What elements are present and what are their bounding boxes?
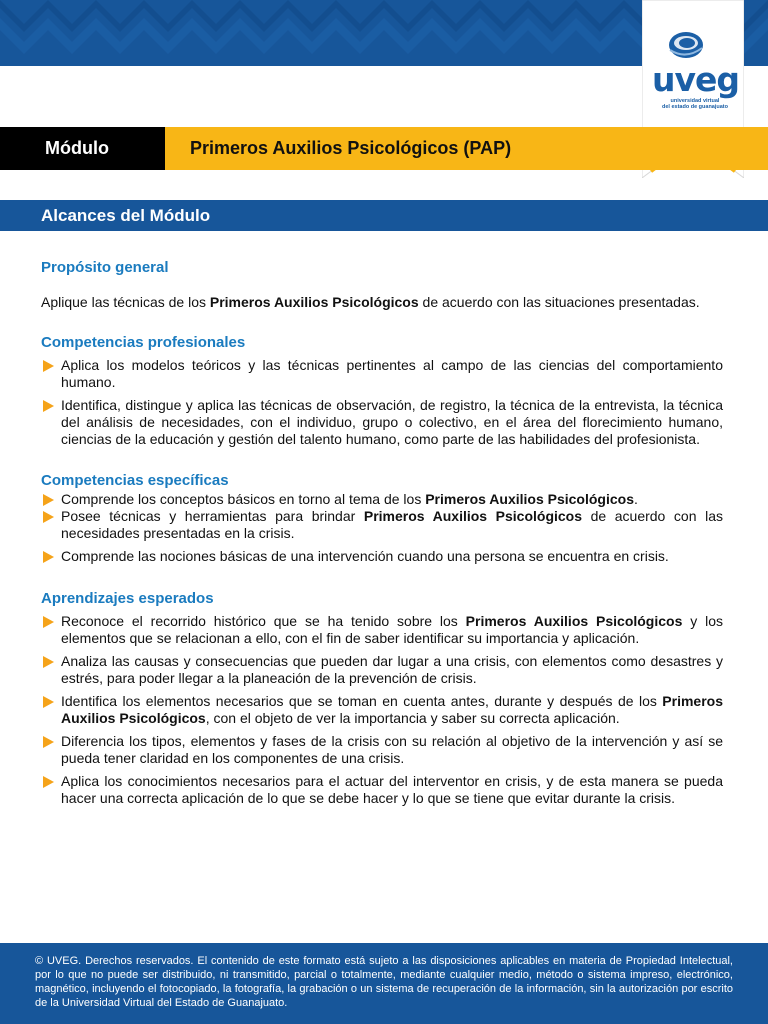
list-item: Diferencia los tipos, elementos y fases de la crisis con su relación al objetivo de la intervención y así se pueda tener claridad en los componentes de una crisis. [41, 733, 723, 767]
uveg-logo: uveg [652, 60, 740, 99]
competencias-profesionales-list [41, 357, 723, 448]
competencias-profesionales-heading: Competencias profesionales [41, 334, 246, 351]
list-item: Aplica los modelos teóricos y las técnicas pertinentes al campo de las ciencias del comportamiento humano. [41, 357, 723, 391]
list-item: Comprende los conceptos básicos en torno al tema de los Primeros Auxilios Psicológicos. [41, 491, 723, 508]
list-item: Analiza las causas y consecuencias que pueden dar lugar a una crisis, con elementos como desastres y estrés, para poder llegar a la planeación de la prevención de crisis. [41, 653, 723, 687]
proposito-heading: Propósito general [41, 259, 169, 276]
competencias-especificas-list [41, 491, 723, 565]
bullet-arrow-icon [43, 511, 54, 523]
list-item: Identifica los elementos necesarios que se toman en cuenta antes, durante y después de los Primeros Auxilios Psicológicos, con el objeto de ver la importancia y saber su correcta aplicación. [41, 693, 723, 727]
list-item: Comprende las nociones básicas de una intervención cuando una persona se encuentra en crisis. [41, 548, 723, 565]
bullet-arrow-icon [43, 616, 54, 628]
bullet-arrow-icon [43, 551, 54, 563]
competencias-especificas-heading: Competencias específicas [41, 472, 229, 489]
bullet-arrow-icon [43, 696, 54, 708]
bullet-arrow-icon [43, 400, 54, 412]
aprendizajes-heading: Aprendizajes esperados [41, 590, 214, 607]
bullet-arrow-icon [43, 736, 54, 748]
list-item: Posee técnicas y herramientas para brindar Primeros Auxilios Psicológicos de acuerdo con las necesidades presentadas en la crisis. [41, 508, 723, 542]
module-title: Primeros Auxilios Psicológicos (PAP) [190, 138, 512, 158]
bullet-arrow-icon [43, 656, 54, 668]
list-item: Identifica, distingue y aplica las técnicas de observación, de registro, la técnica de la entrevista, la técnica del análisis de necesidades, con el individuo, grupo o colectivo, en el área del florecimiento humano, ciencias de la educación y gestión del talento humano, como parte de las habilidades del profesionista. [41, 397, 723, 448]
content-body [41, 258, 723, 807]
bullet-arrow-icon [43, 494, 54, 506]
list-item: Reconoce el recorrido histórico que se ha tenido sobre los Primeros Auxilios Psicológicos y los elementos que se relacionan a ello, con el fin de saber identificar su importancia y aplicación. [41, 613, 723, 647]
logo-subtitle: universidad virtual del estado de guanajuato [661, 98, 728, 110]
bullet-arrow-icon [43, 776, 54, 788]
section-title: Alcances del Módulo [0, 200, 768, 231]
copyright-footer: © UVEG. Derechos reservados. El contenido de este formato está sujeto a las disposiciones aplicables en materia de Propiedad Intelectual, por lo que no puede ser distribuido, ni transmitido, parcial o totalmente, mediante cualquier medio, método o sistema impreso, electrónico, magnético, incluyendo el fotocopiado, la fotografía, la grabación o un sistema de recuperación de la información, sin la autorización por escrito de la Universidad Virtual del Estado de Guanajuato. [0, 943, 768, 1024]
proposito-text: Aplique las técnicas de los Primeros Auxilios Psicológicos de acuerdo con las situaciones presentadas. [41, 294, 700, 310]
aprendizajes-list [41, 613, 723, 807]
bullet-arrow-icon [43, 360, 54, 372]
uveg-globe-icon [666, 30, 706, 60]
module-label: Módulo [0, 127, 165, 170]
list-item: Aplica los conocimientos necesarios para el actuar del interventor en crisis, y de esta manera se pueda hacer una correcta aplicación de lo que se debe hacer y lo que se tiene que evitar durante la crisis. [41, 773, 723, 807]
